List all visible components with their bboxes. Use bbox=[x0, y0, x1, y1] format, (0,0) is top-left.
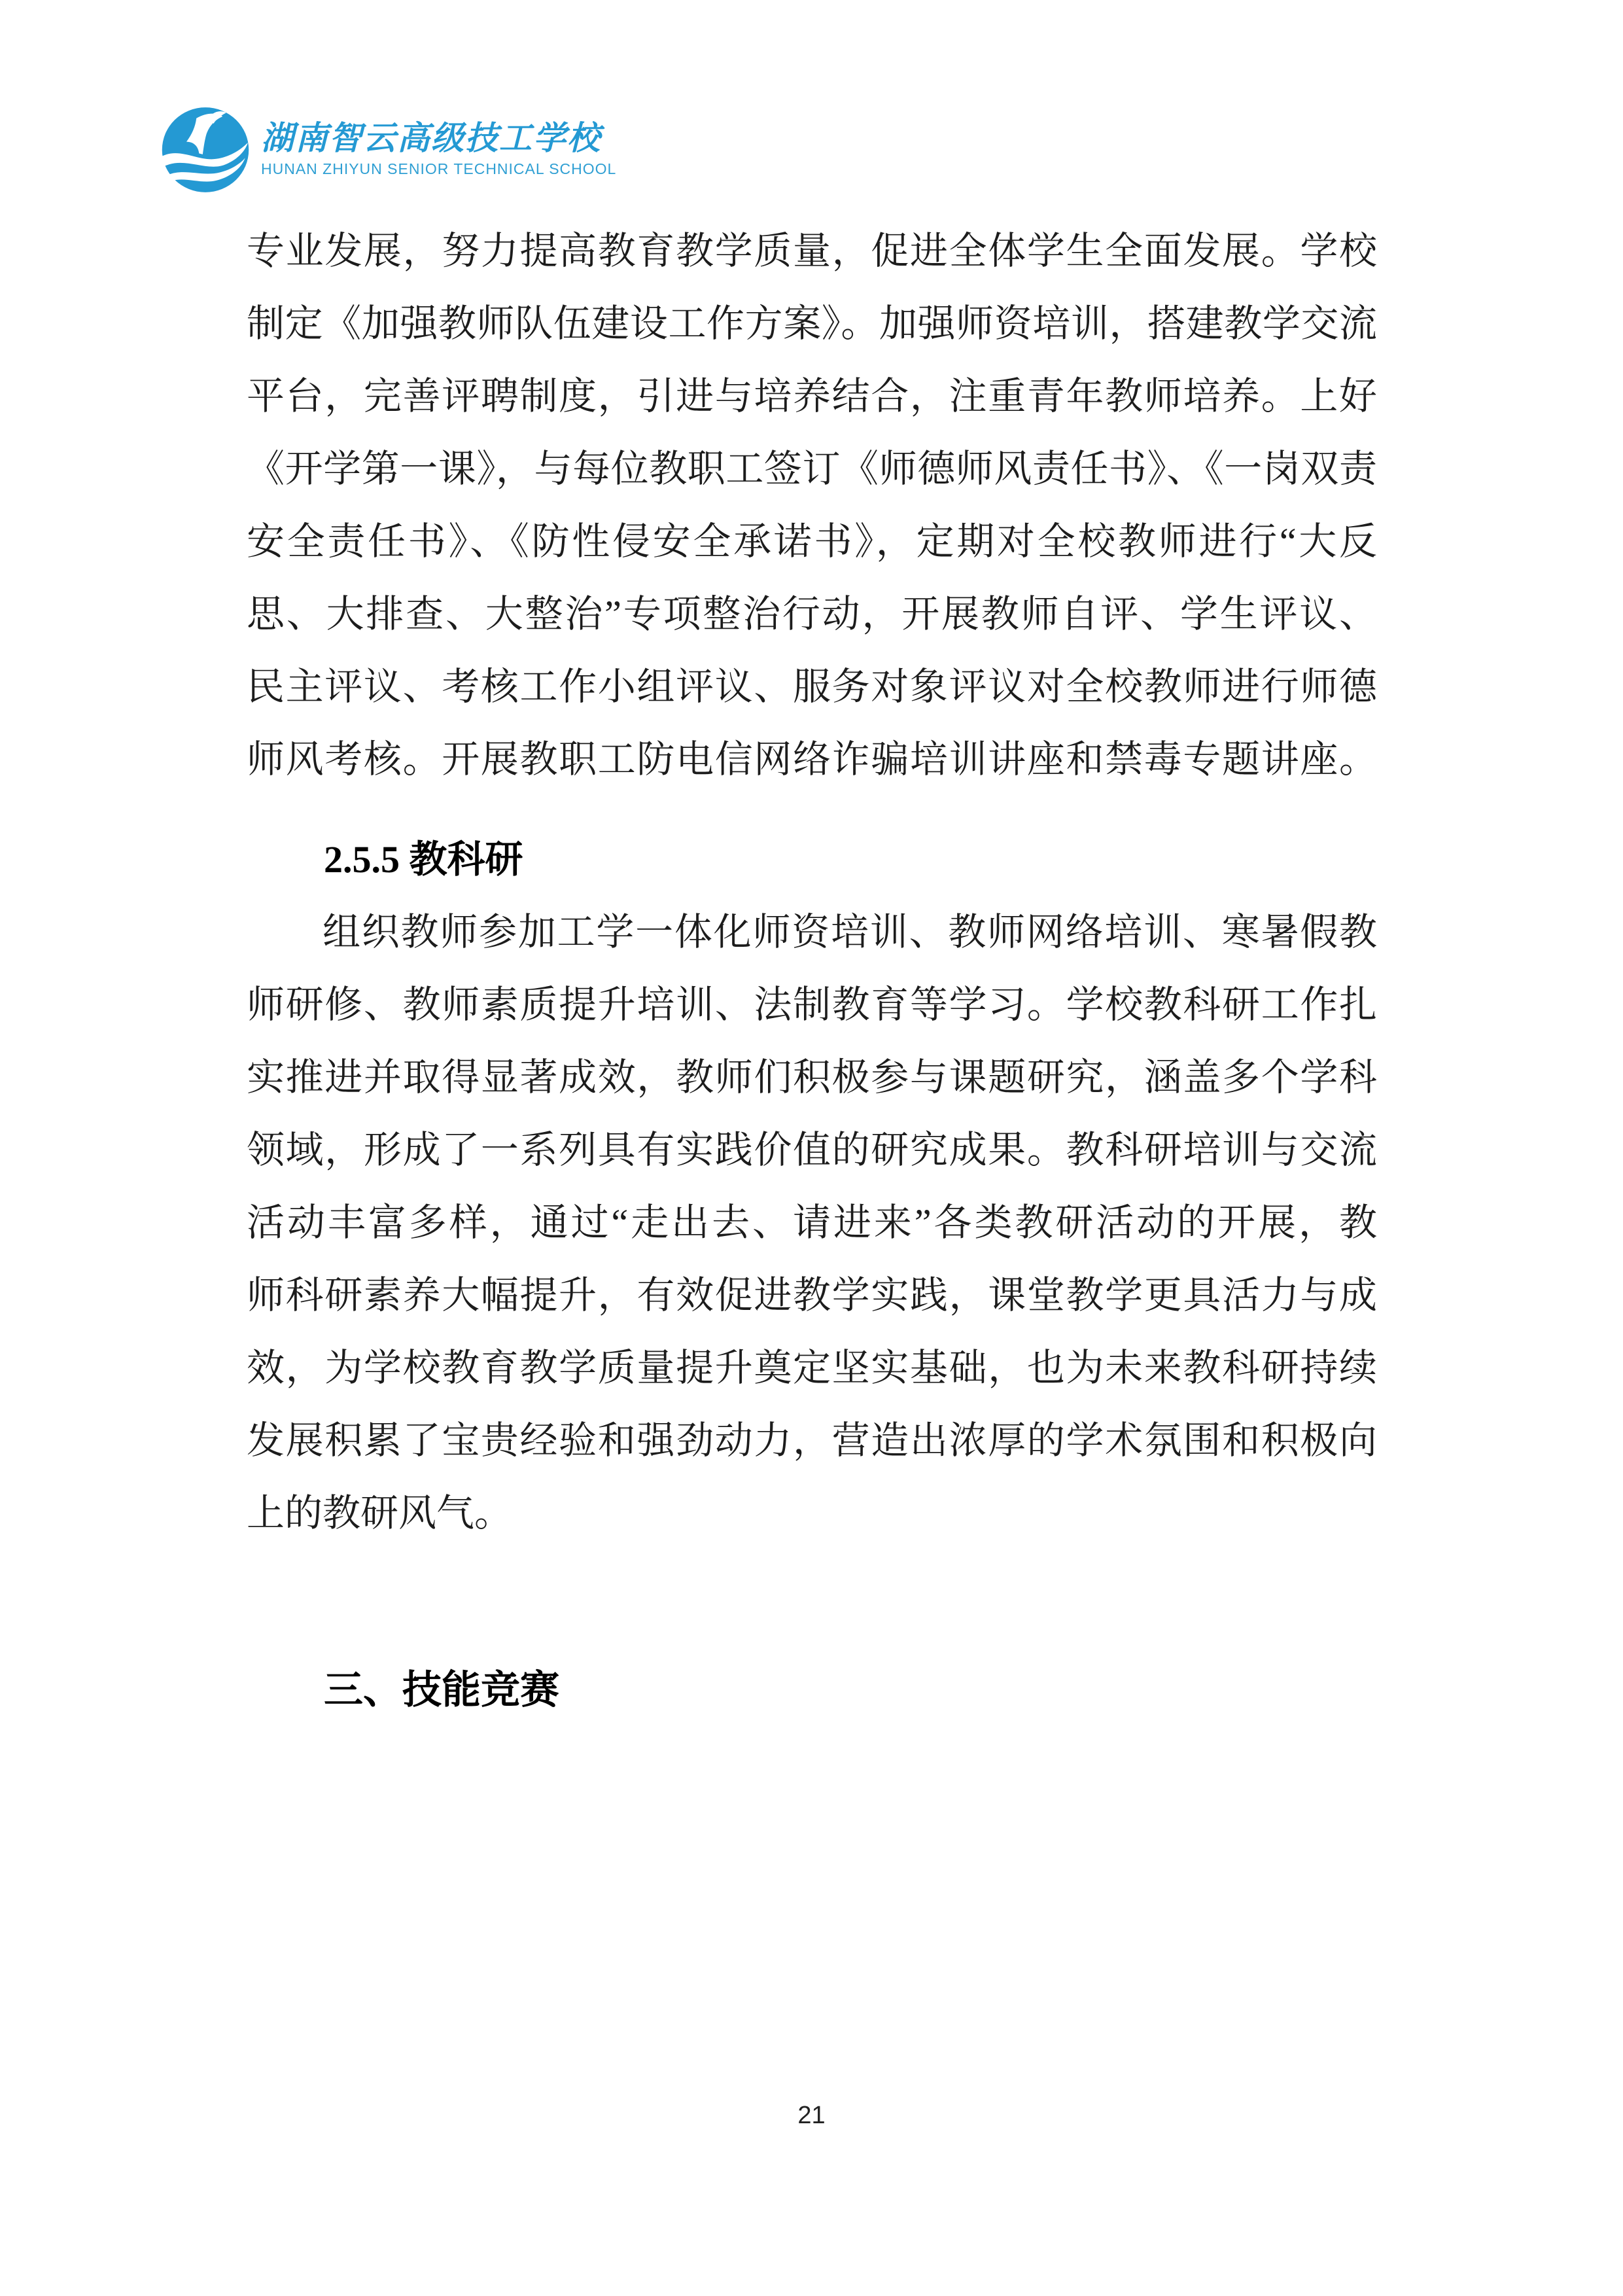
text-line: 民主评议、考核工作小组评议、服务对象评议对全校教师进行师德 bbox=[247, 665, 1377, 708]
text-line: 平台，完善评聘制度，引进与培养结合，注重青年教师培养。上好 bbox=[247, 375, 1377, 417]
heading-2-5-5-research: 2.5.5 教科研 bbox=[324, 838, 523, 881]
text-line: 实推进并取得显著成效，教师们积极参与课题研究，涵盖多个学科 bbox=[247, 1056, 1377, 1099]
text-line: 安全责任书》、《防性侵安全承诺书》，定期对全校教师进行“大反 bbox=[247, 520, 1377, 563]
text-line: 思、大排查、大整治”专项整治行动，开展教师自评、学生评议、 bbox=[247, 593, 1377, 635]
text-line: 师研修、教师素质提升培训、法制教育等学习。学校教科研工作扎 bbox=[247, 983, 1377, 1026]
text-line: 效，为学校教育教学质量提升奠定坚实基础，也为未来教科研持续 bbox=[247, 1347, 1377, 1389]
paragraph-research bbox=[247, 896, 1377, 1549]
text-line: 活动丰富多样，通过“走出去、请进来”各类教研活动的开展，教 bbox=[247, 1201, 1377, 1244]
school-name-english: HUNAN ZHIYUN SENIOR TECHNICAL SCHOOL bbox=[261, 160, 617, 177]
text-line: 师科研素养大幅提升，有效促进教学实践，课堂教学更具活力与成 bbox=[247, 1274, 1377, 1316]
document-body bbox=[247, 215, 1377, 1723]
page-footer bbox=[0, 2102, 1623, 2130]
text-line: 制定《加强教师队伍建设工作方案》。加强师资培训，搭建教学交流 bbox=[247, 302, 1377, 345]
school-logo-text bbox=[261, 119, 616, 179]
text-line: 专业发展，努力提高教育教学质量，促进全体学生全面发展。学校 bbox=[247, 230, 1377, 272]
page-number: 21 bbox=[797, 2102, 826, 2129]
text-line: 上的教研风气。 bbox=[247, 1492, 513, 1534]
heading-section-3-skills-competition: 三、技能竞赛 bbox=[324, 1668, 559, 1712]
text-line: 师风考核。开展教职工防电信网络诈骗培训讲座和禁毒专题讲座。 bbox=[247, 738, 1377, 781]
text-line: 《开学第一课》，与每位教职工签订《师德师风责任书》、《一岗双责 bbox=[247, 448, 1377, 490]
text-line: 发展积累了宝贵经验和强劲动力，营造出浓厚的学术氛围和积极向 bbox=[247, 1419, 1377, 1462]
school-name-chinese: 湖南智云高级技工学校 bbox=[261, 118, 601, 157]
text-line: 组织教师参加工学一体化师资培训、教师网络培训、寒暑假教 bbox=[323, 911, 1377, 953]
school-logo bbox=[160, 105, 616, 195]
sail-over-waves-emblem-icon bbox=[160, 105, 251, 195]
text-line: 领域，形成了一系列具有实践价值的研究成果。教科研培训与交流 bbox=[247, 1129, 1377, 1171]
paragraph-teacher-development bbox=[247, 215, 1377, 796]
